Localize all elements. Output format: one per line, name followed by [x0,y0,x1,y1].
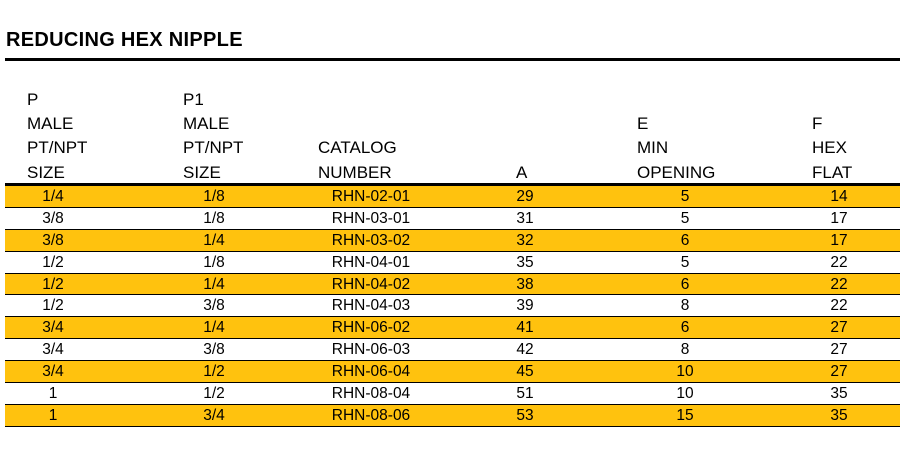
table-row [5,208,900,230]
header-e-line: MIN [637,138,669,158]
cell-a: 29 [516,188,534,205]
cell-f: 27 [830,319,848,337]
table-header [0,0,900,185]
header-a [516,161,527,185]
header-p-line: P [27,89,39,109]
cell-catalog: RHN-04-03 [331,297,411,315]
cell-a: 39 [516,297,534,315]
cell-a: 41 [516,319,534,337]
cell-f: 17 [830,209,848,227]
cell-p1: 1/4 [203,275,225,293]
cell-p1: 1/8 [203,253,225,271]
header-e-line: OPENING [637,162,716,182]
header-p1-line: SIZE [183,162,221,182]
header-p1-line: MALE [183,114,230,134]
cell-catalog: RHN-08-04 [331,385,411,403]
cell-f: 14 [830,188,848,205]
header-p-line: MALE [27,114,74,134]
cell-p: 1/2 [42,275,64,293]
cell-p: 3/4 [42,363,64,381]
cell-e: 6 [680,275,690,293]
page-title: REDUCING HEX NIPPLE [6,29,243,51]
header-f-line: HEX [812,138,847,158]
cell-f: 22 [830,275,848,293]
table-row [5,295,900,317]
cell-a: 38 [516,275,534,293]
cell-p: 1/2 [42,253,64,271]
cell-p1: 1/4 [203,231,225,249]
cell-p: 1/2 [42,297,64,315]
table-row [5,252,900,274]
cell-catalog: RHN-06-04 [331,363,411,381]
cell-p1: 1/2 [203,385,225,403]
cell-e: 5 [680,209,690,227]
cell-a: 31 [516,209,534,227]
header-catalog-line: NUMBER [318,162,392,182]
cell-f: 35 [830,385,848,403]
cell-p: 3/8 [42,231,64,249]
header-f [812,112,852,185]
cell-a: 35 [516,253,534,271]
header-p-line: PT/NPT [27,138,88,158]
header-catalog [318,136,397,185]
cell-catalog: RHN-04-01 [331,253,411,271]
cell-f: 27 [830,341,848,359]
header-p [27,88,87,185]
cell-e: 8 [680,341,690,359]
cell-p: 3/8 [42,209,64,227]
cell-catalog: RHN-03-01 [331,209,411,227]
cell-catalog: RHN-02-01 [331,188,411,205]
cell-p: 1/4 [42,188,64,205]
cell-e: 6 [680,231,690,249]
cell-p1: 3/8 [203,341,225,359]
header-p1-line: P1 [183,89,204,109]
cell-f: 27 [830,363,848,381]
cell-e: 6 [680,319,690,337]
header-p-line: SIZE [27,162,65,182]
cell-catalog: RHN-06-02 [331,319,411,337]
cell-p: 3/4 [42,319,64,337]
table-row [5,383,900,405]
cell-p1: 1/8 [203,209,225,227]
cell-f: 35 [830,406,848,424]
cell-a: 51 [516,385,534,403]
cell-catalog: RHN-04-02 [331,275,411,293]
cell-catalog: RHN-03-02 [331,231,411,249]
header-f-line: FLAT [812,162,853,182]
cell-e: 5 [680,188,690,205]
header-e-line: E [637,114,649,134]
cell-catalog: RHN-08-06 [331,406,411,424]
header-catalog-line: CATALOG [318,138,397,158]
cell-p: 1 [48,406,58,424]
cell-p: 3/4 [42,341,64,359]
header-f-line: F [812,114,823,134]
cell-a: 42 [516,341,534,359]
cell-p: 1 [48,385,58,403]
cell-catalog: RHN-06-03 [331,341,411,359]
table-row [5,339,900,361]
header-p1 [183,88,243,185]
cell-p1: 1/8 [203,188,225,205]
cell-a: 32 [516,231,534,249]
table-row [5,230,900,252]
cell-f: 22 [830,297,848,315]
table-row [5,274,900,296]
cell-p1: 1/4 [203,319,225,337]
cell-a: 53 [516,406,534,424]
cell-f: 22 [830,253,848,271]
table-row [5,186,900,208]
cell-e: 5 [680,253,690,271]
table-body [5,186,900,427]
table-row [5,405,900,427]
cell-e: 10 [676,363,694,381]
cell-p1: 3/4 [203,406,225,424]
table-row [5,317,900,339]
cell-f: 17 [830,231,848,249]
header-e [637,112,715,185]
cell-a: 45 [516,363,534,381]
cell-e: 15 [676,406,694,424]
cell-e: 8 [680,297,690,315]
cell-p1: 3/8 [203,297,225,315]
header-p1-line: PT/NPT [183,138,244,158]
cell-p1: 1/2 [203,363,225,381]
cell-e: 10 [676,385,694,403]
header-a-line: A [516,162,528,182]
table-row [5,361,900,383]
